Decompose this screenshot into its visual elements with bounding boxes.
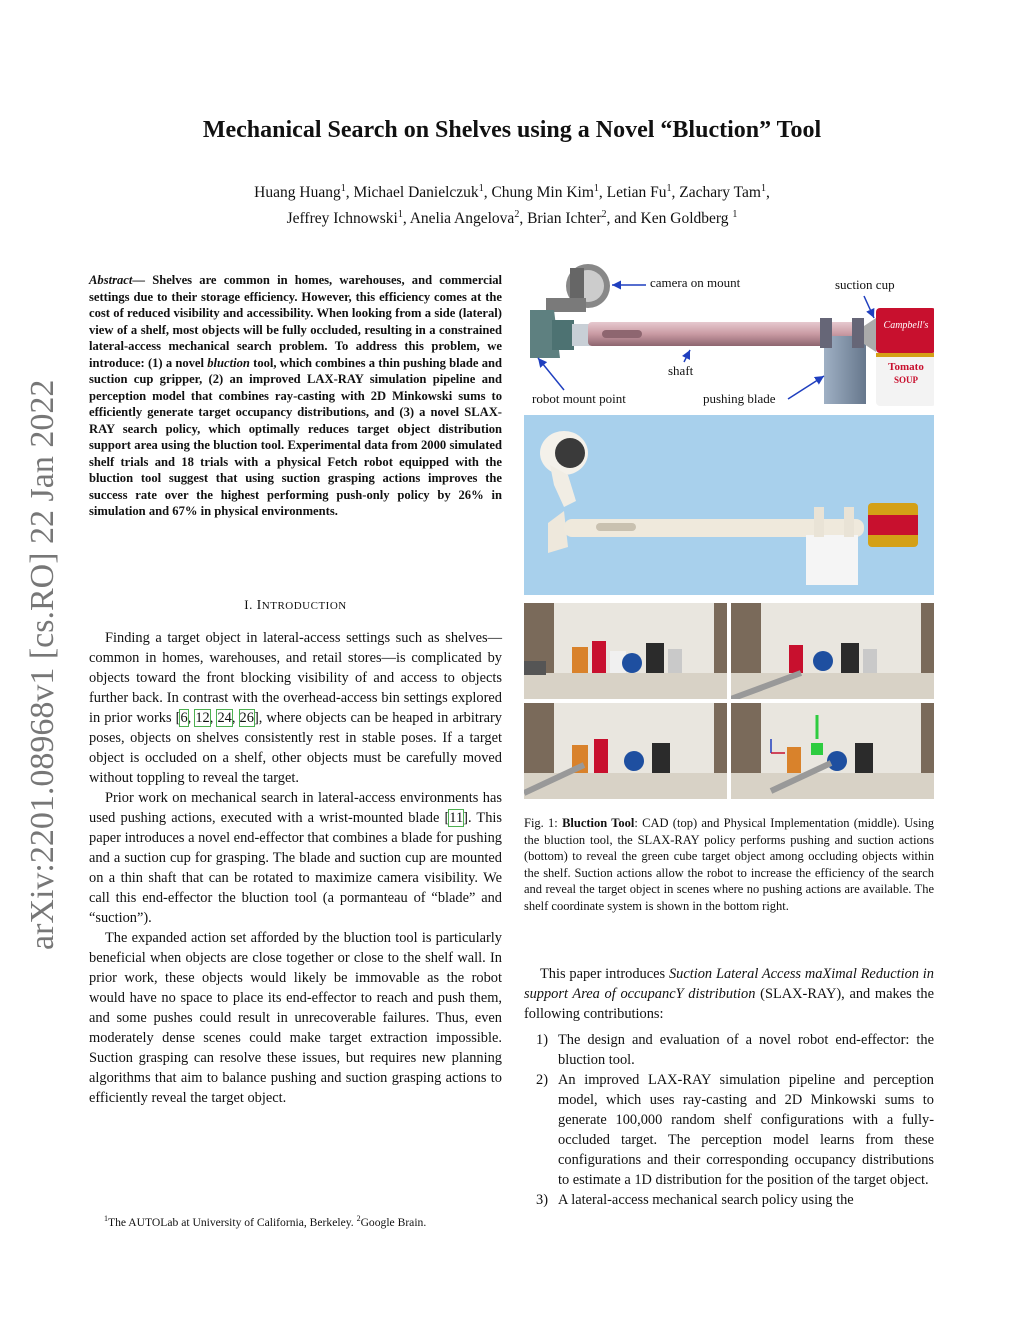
author-name: Chung Min Kim <box>491 184 594 202</box>
contribution-text: A lateral-access mechanical search policy using the <box>558 1192 854 1208</box>
suction-arrow <box>864 296 874 318</box>
section-title-initial: I <box>256 598 262 613</box>
abstract-emphasis: bluction <box>207 355 250 370</box>
can-brand-text: Campbell's <box>883 320 929 331</box>
arxiv-identifier-text: arXiv:2201.08968v1 [cs.RO] 22 Jan 2022 <box>24 379 61 950</box>
contribution-number: 3) <box>536 1192 548 1208</box>
author-affiliation: 1 <box>760 183 766 194</box>
citation-link[interactable]: 11 <box>449 810 464 826</box>
paragraph-text: Prior work on mechanical search in lateral-access environments has used pushing actions, executed with a wrist-mounted blade [ <box>89 790 502 826</box>
blade-arrow <box>788 376 824 399</box>
label-pushing-blade: pushing blade <box>703 391 776 406</box>
caption-title: Bluction Tool <box>562 816 635 830</box>
figure-caption <box>524 815 934 915</box>
figure-shelf-sequence <box>524 603 934 799</box>
paragraph-text: (SLAX-RAY), and makes the following contributions: <box>524 986 934 1022</box>
shelf-photo-1 <box>524 603 727 699</box>
section-title-rest: NTRODUCTION <box>261 600 347 612</box>
contribution-list <box>524 1030 934 1210</box>
author-affiliation: 1 <box>340 183 346 194</box>
author-affiliation: 2 <box>601 209 607 221</box>
author-line-1: Huang Huang$^1$, Michael Danielczuk$^1$, Chung Min Kim$^1$, Letian Fu$^1$, Zachary Tam$^1$, <box>254 183 770 202</box>
author-affiliation: 1 <box>593 183 599 194</box>
abstract: Abstract— Shelves are common in homes, warehouses, and commercial settings due to their storage efficiency. However, this efficiency comes at the cost of reduced visibility and accessibility. When looking from a side (lateral) view of a shelf, most objects will be fully occluded, resulting in a constrained lateral-access mechanical search problem. To address this problem, we introduce: (1) a novel bluction tool, which combines a thin pushing blade and suction cup gripper, (2) an improved LAX-RAY simulation pipeline and perception model that combines ray-casting with 2D Minkowski sums to efficiently generate target occupancy distributions, and (3) a novel SLAX-RAY search policy, which optimally reduces target object distribution support area using the bluction tool. Experimental data from 2000 simulated shelf trials and 18 trials with a physical Fetch robot equipped with the bluction tool suggest that using suction grasping actions improves the success rate over the highest performing push-only policy by 26% in simulation and 67% in physical environments. <box>89 273 502 518</box>
paragraph-text: Finding a target object in lateral-access settings such as shelves—common in homes, warehouses, and retail stores—is complicated by objects toward the front blocking visibility of and access to objects further back. In contrast with the overhead-access bin settings explored in prior works [ <box>89 630 502 726</box>
citation-link[interactable]: 6 <box>180 710 188 726</box>
paragraph-text: This paper introduces <box>540 966 669 982</box>
citation-link[interactable]: 12 <box>195 710 210 726</box>
caption-prefix: Fig. 1: <box>524 816 563 830</box>
citation-link[interactable]: 24 <box>217 710 232 726</box>
contribution-item <box>524 1070 934 1190</box>
contribution-text: An improved LAX-RAY simulation pipeline and perception model, which uses ray-casting and 2D Minkowski sums to generate 100,000 random shelf configurations with a fully-occluded target. The perception model learns from these configurations and their corresponding occupancy distributions to estimate a 1D distribution for the position of the target object. <box>558 1072 934 1188</box>
contribution-number: 1) <box>536 1032 548 1048</box>
paragraph-text: ]. This paper introduces a novel end-effector that combines a blade for pushing and a suction cup for grasping. The blade and suction cup are mounted on a thin shaft that can be rotated to maximize camera visibility. We call this end-effector the bluction tool (a pormanteau of “blade” and “suction”). <box>89 810 502 926</box>
author-affiliation: 1 <box>732 209 738 221</box>
author-affiliation: 1 <box>666 183 672 194</box>
section-heading <box>89 597 502 614</box>
can-product-text: Tomato <box>888 361 924 373</box>
shaft-arrow <box>684 350 690 362</box>
author-name: Letian Fu <box>606 184 667 202</box>
footnote-marker: 1 <box>104 1214 108 1223</box>
figure-cad-render <box>524 258 934 408</box>
author-affiliation: 1 <box>478 183 484 194</box>
author-affiliation: 1 <box>397 209 403 221</box>
slax-ray-acronym: Suction Lateral Access maXimal Reduction in support Area of occupancY distribution <box>524 966 934 1002</box>
footnote-text: The AUTOLab at University of California, Berkeley. <box>108 1215 357 1229</box>
author-name: Jeffrey Ichnowski <box>286 210 398 228</box>
label-camera-on-mount: camera on mount <box>650 275 741 290</box>
abstract-text-2: tool, which combines a thin pushing blade and suction cup gripper, (2) an improved LAX-RAY simulation pipeline and perception model that combines ray-casting with 2D Minkowski sums to efficiently generate target occupancy distributions, and (3) a novel SLAX-RAY search policy, which optimally reduces target object distribution support area using the bluction tool. Experimental data from 2000 simulated shelf trials and 18 trials with a physical Fetch robot equipped with the bluction tool suggest that using suction grasping actions improves the success rate over the highest performing push-only policy by 26% in simulation and 67% in physical environments. <box>89 355 502 518</box>
contribution-item <box>524 1190 934 1210</box>
physical-tool-illustration <box>524 415 934 595</box>
introduction-body <box>89 628 502 1108</box>
contribution-text: The design and evaluation of a novel robot end-effector: the bluction tool. <box>558 1032 934 1068</box>
author-name: Ken Goldberg <box>640 210 729 228</box>
section-numeral: I. <box>244 597 253 612</box>
shelf-photo-2 <box>731 603 934 699</box>
footnote-marker: 2 <box>356 1214 361 1223</box>
author-name: Brian Ichter <box>527 210 602 228</box>
abstract-text-1: Shelves are common in homes, warehouses, and commercial settings due to their storage efficiency. However, this efficiency comes at the cost of reduced visibility and accessibility. When looking from a side (lateral) view of a shelf, most objects will be fully occluded, resulting in a constrained lateral-access mechanical search problem. To address this problem, we introduce: (1) a novel <box>89 273 502 370</box>
caption-text: : CAD (top) and Physical Implementation (middle). Using the bluction tool, the SLAX-RAY policy performs pushing and suction actions (bottom) to reveal the green cube target object among occluding objects within the shelf. Suction actions allow the robot to increase the efficiency of the search and reveal the target object in scenes where no pushing actions are available. The shelf coordinate system is shown in the bottom right. <box>524 816 935 913</box>
author-affiliation: 2 <box>514 209 520 221</box>
arxiv-identifier <box>5 330 75 970</box>
author-name: Huang Huang <box>254 184 341 202</box>
intro-paragraph-1: Finding a target object in lateral-access settings such as shelves—common in homes, warehouses, and retail stores—is complicated by objects toward the front blocking visibility of and access to objects further back. In contrast with the overhead-access bin settings explored in prior works [6, 12, 24, 26], where objects can be heaped in arbitrary poses, objects on shelves consistently rest in stable poses. If a target object is occluded on a shelf, other objects must be carefully moved without toppling to reveal the target. <box>89 630 502 786</box>
label-suction-cup: suction cup <box>835 277 895 292</box>
author-name: Anelia Angelova <box>409 210 515 228</box>
contribution-intro <box>524 964 934 1024</box>
footnote-text: Google Brain. <box>360 1215 427 1229</box>
label-robot-mount-point: robot mount point <box>532 391 626 406</box>
target-cube <box>811 743 823 755</box>
author-line-2: Jeffrey Ichnowski$^1$, Anelia Angelova$^2$, Brian Ichter$^2$, and Ken Goldberg $^1$ <box>286 209 738 228</box>
pushing-blade-shape <box>806 535 858 585</box>
right-column-body <box>524 964 934 1024</box>
author-list <box>130 178 894 230</box>
figure-physical-photo <box>524 415 934 595</box>
can-type-text: SOUP <box>893 375 919 385</box>
shelf-photo-4 <box>731 703 934 799</box>
intro-paragraph-2 <box>89 788 502 928</box>
paragraph-text: ], where objects can be heaped in arbitrary poses, objects on shelves consistently rest in stable poses. If a target object is occluded on a shelf, other objects must be carefully moved without toppling to reveal the target. <box>89 710 502 786</box>
author-name: Michael Danielczuk <box>353 184 479 202</box>
contribution-item <box>524 1030 934 1070</box>
affiliation-footnote <box>104 1214 426 1229</box>
citation-link[interactable]: 26 <box>239 710 254 726</box>
label-shaft: shaft <box>668 363 694 378</box>
abstract-label: Abstract <box>89 273 133 287</box>
intro-paragraph-3: The expanded action set afforded by the bluction tool is particularly beneficial when objects are close together or close to the shelf wall. In prior work, these objects would likely be immovable as the robot would have no space to place its end-effector to reach and push them, and some pushes could result in unrecoverable failures. Thus, even moderately dense scenes could make target extraction impossible. Suction grasping can resolve these issues, but requires new planning algorithms that aim to balance pushing and suction grasping actions to efficiently reveal the target object. <box>89 930 502 1106</box>
shelf-photo-3 <box>524 703 727 799</box>
contribution-number: 2) <box>536 1072 548 1088</box>
paper-title: Mechanical Search on Shelves using a Novel “Bluction” Tool <box>202 117 822 143</box>
mount-arrow <box>538 358 564 390</box>
author-name: Zachary Tam <box>679 184 761 202</box>
